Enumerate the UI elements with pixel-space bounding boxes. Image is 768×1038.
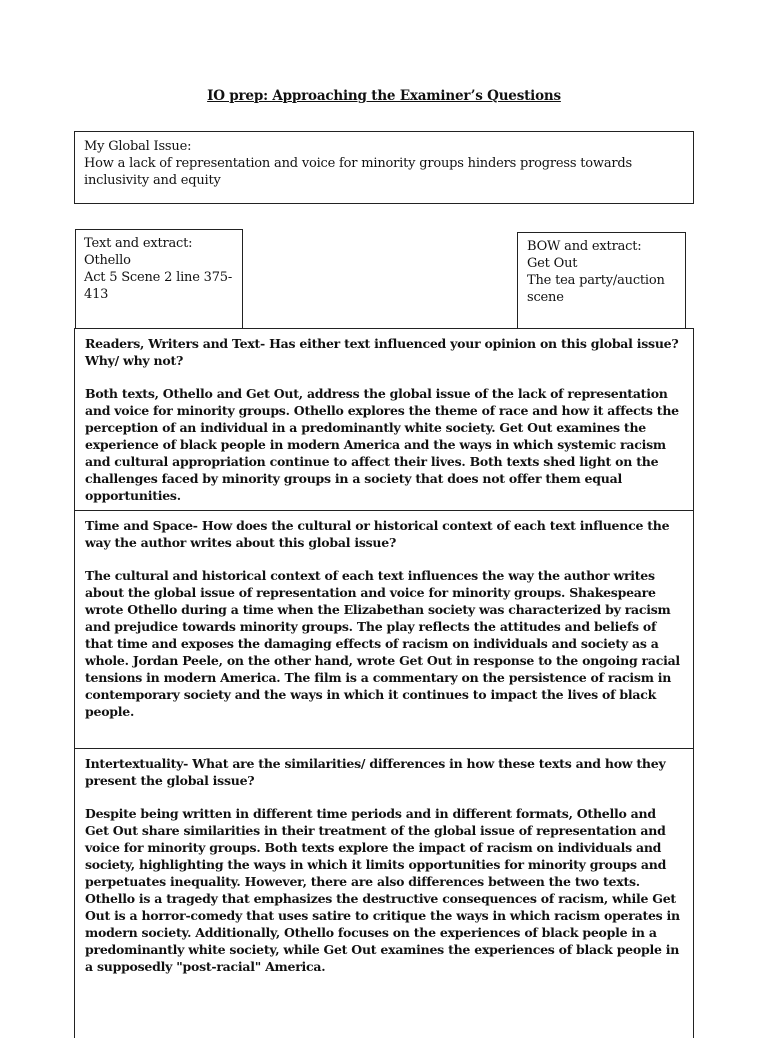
text-extract-title: Othello bbox=[84, 253, 131, 268]
section-answer: Both texts, Othello and Get Out, address the global issue of the lack of representation and voice for minority groups. Othello explores the theme of race and how it affects the perception of an individual in a predominantly white society. Get Out examines the experience of black people in modern America and the ways in which systemic racism and cultural appropriation continue to affect their lives. Both texts shed light on the challenges faced by minority groups in a society that does not offer them equal opportunities. bbox=[85, 386, 679, 503]
bow-extract-label: BOW and extract: bbox=[527, 239, 642, 254]
text-extract-location-2: 413 bbox=[84, 287, 109, 302]
global-issue-text: How a lack of representation and voice for minority groups hinders progress towards inclusivity and equity bbox=[84, 156, 632, 188]
bow-extract-title: Get Out bbox=[527, 256, 578, 271]
section-time-and-space bbox=[74, 510, 694, 750]
text-extract-box bbox=[75, 229, 243, 333]
section-question: Readers, Writers and Text- Has either text influenced your opinion on this global issue? Why/ why not? bbox=[85, 336, 679, 368]
section-answer: Despite being written in different time periods and in different formats, Othello and Get Out share similarities in their treatment of the global issue of representation and voice for minority groups. Both texts explore the impact of racism on individuals and society, highlighting the ways in which it limits opportunities for minority groups and perpetuates inequality. However, there are also differences between the two texts. Othello is a tragedy that emphasizes the destructive consequences of racism, while Get Out is a horror-comedy that uses satire to critique the ways in which racism operates in modern society. Additionally, Othello focuses on the experiences of black people in a predominantly white society, while Get Out examines the experiences of black people in a supposedly "post-racial" America. bbox=[85, 806, 680, 974]
global-issue-label: My Global Issue: bbox=[84, 139, 192, 154]
global-issue-box bbox=[74, 131, 694, 204]
section-answer: The cultural and historical context of each text influences the way the author writes about the global issue of representation and voice for minority groups. Shakespeare wrote Othello during a time when the Elizabethan society was characterized by racism and prejudice towards minority groups. The play reflects the attitudes and beliefs of that time and exposes the damaging effects of racism on individuals and society as a whole. Jordan Peele, on the other hand, wrote Get Out in response to the ongoing racial tensions in modern America. The film is a commentary on the persistence of racism in contemporary society and the ways in which it continues to impact the lives of black people. bbox=[85, 568, 680, 719]
page-title: IO prep: Approaching the Examiner’s Questions bbox=[207, 88, 561, 104]
section-intertextuality bbox=[74, 748, 694, 1038]
section-readers-writers-text bbox=[74, 328, 694, 512]
text-extract-location-1: Act 5 Scene 2 line 375- bbox=[84, 270, 233, 285]
section-question: Time and Space- How does the cultural or historical context of each text influence the way the author writes about this global issue? bbox=[85, 518, 670, 550]
text-extract-label: Text and extract: bbox=[84, 236, 193, 251]
section-question: Intertextuality- What are the similarities/ differences in how these texts and how they present the global issue? bbox=[85, 756, 666, 788]
bow-extract-scene-2: scene bbox=[527, 290, 564, 305]
bow-extract-scene-1: The tea party/auction bbox=[527, 273, 665, 288]
bow-extract-box bbox=[517, 232, 686, 330]
